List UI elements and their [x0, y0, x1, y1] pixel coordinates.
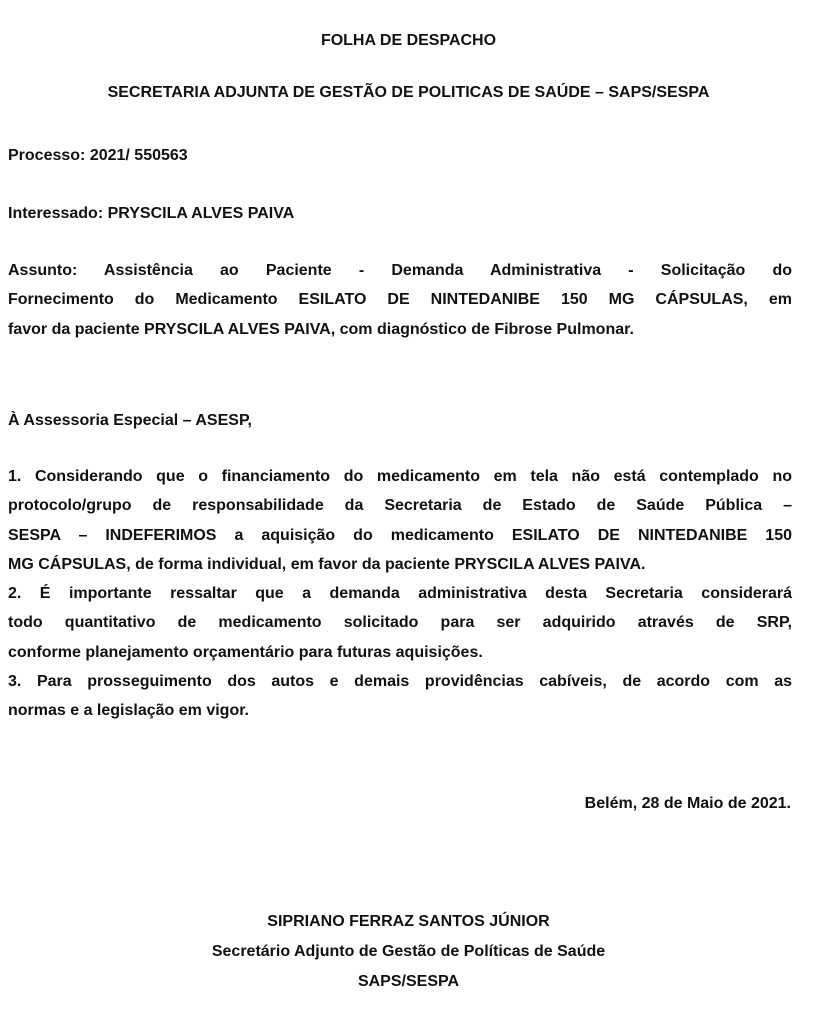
- body-p1-line-1: 1. Considerando que o financiamento do medicamento em tela não está contemplado no: [8, 468, 792, 485]
- body-paragraphs: [8, 462, 792, 726]
- assunto-line-1: Assunto: Assistência ao Paciente - Demanda Administrativa - Solicitação do: [8, 262, 792, 279]
- body-p1-line-3: SESPA – INDEFERIMOS a aquisição do medicamento ESILATO DE NINTEDANIBE 150: [8, 526, 792, 544]
- document-title: FOLHA DE DESPACHO: [320, 32, 497, 49]
- assunto-paragraph: [8, 256, 792, 344]
- signature-name: SIPRIANO FERRAZ SANTOS JÚNIOR: [267, 913, 550, 930]
- body-p1-line-4: MG CÁPSULAS, de forma individual, em favor da paciente PRYSCILA ALVES PAIVA.: [8, 555, 646, 573]
- interessado-line: Interessado: PRYSCILA ALVES PAIVA: [8, 205, 295, 222]
- assunto-line-2: Fornecimento do Medicamento ESILATO DE NINTEDANIBE 150 MG CÁPSULAS, em: [8, 291, 792, 309]
- recipient-line: À Assessoria Especial – ASESP,: [8, 412, 252, 429]
- body-p3-line-1: 3. Para prosseguimento dos autos e demais providências cabíveis, de acordo com as: [8, 673, 792, 691]
- signature-org: SAPS/SESPA: [357, 973, 460, 990]
- body-p3-line-2: normas e a legislação em vigor.: [8, 702, 249, 720]
- signature-role: Secretário Adjunto de Gestão de Políticas de Saúde: [211, 943, 606, 960]
- document-subtitle: SECRETARIA ADJUNTA DE GESTÃO DE POLITICAS DE SAÚDE – SAPS/SESPA: [107, 84, 710, 101]
- date-line: Belém, 28 de Maio de 2021.: [584, 795, 791, 812]
- body-p2-line-2: todo quantitativo de medicamento solicitado para ser adquirido através de SRP,: [8, 614, 792, 632]
- body-p1-line-2: protocolo/grupo de responsabilidade da Secretaria de Estado de Saúde Pública –: [8, 497, 792, 515]
- processo-line: Processo: 2021/ 550563: [8, 147, 188, 164]
- body-p2-line-1: 2. É importante ressaltar que a demanda administrativa desta Secretaria considerará: [8, 585, 792, 603]
- assunto-line-3: favor da paciente PRYSCILA ALVES PAIVA, com diagnóstico de Fibrose Pulmonar.: [8, 320, 634, 338]
- body-p2-line-3: conforme planejamento orçamentário para futuras aquisições.: [8, 643, 483, 661]
